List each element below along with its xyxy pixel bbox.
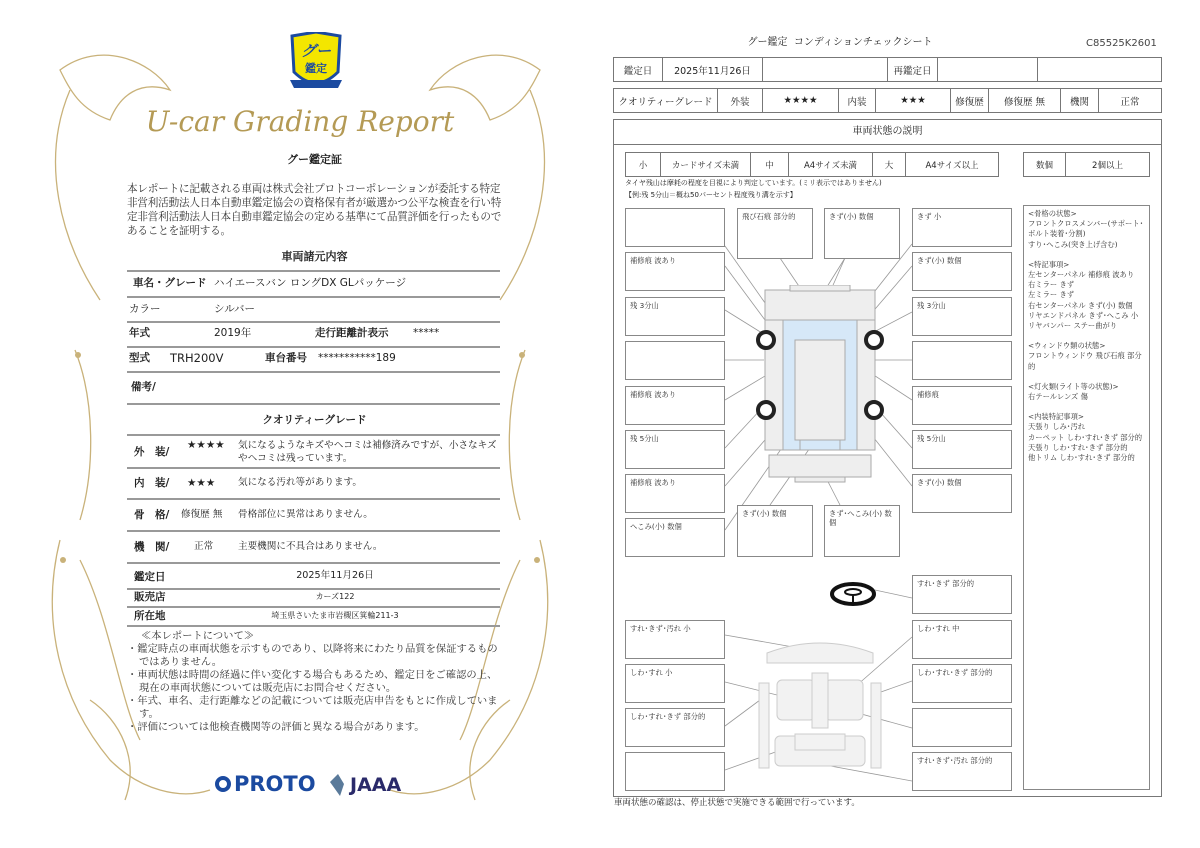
grade-interior-desc: 気になる汚れ等があります。	[238, 477, 362, 488]
note-item: ・年式、車名、走行距離などの記載については販売店申告をもとに作成しています。	[127, 695, 498, 720]
date-label: 鑑定日	[134, 571, 166, 583]
engine-value: 正常	[1120, 96, 1140, 108]
ext-box-right: 残 5分山	[912, 430, 1012, 469]
exterior-value: ★★★★	[763, 89, 839, 112]
report-title: U-car Grading Report	[145, 105, 455, 138]
footer-note: 車両状態の確認は、停止状態で実施できる範囲で行っています。	[614, 798, 860, 808]
color-value: シルバー	[214, 303, 256, 315]
address-value: 埼玉県さいたま市岩槻区箕輪211-3	[271, 611, 399, 620]
chassis-label: 車台番号	[265, 352, 307, 364]
date-value: 2025年11月26日	[296, 570, 374, 581]
shield-logo-icon	[288, 32, 344, 96]
section-title: 車両状態の説明	[613, 119, 1162, 145]
ext-box-left	[625, 208, 725, 247]
repair-value: 修復歴 無	[989, 89, 1061, 112]
notes-title: ≪本レポートについて≫	[141, 630, 255, 642]
grade-interior-value: ★★★	[187, 477, 216, 489]
int-box-right	[912, 708, 1012, 747]
ext-box-left: 補修痕 波あり	[625, 252, 725, 291]
ext-box-right: きず 小	[912, 208, 1012, 247]
date-value: 2025年11月26日	[663, 58, 763, 81]
ext-box-left	[625, 341, 725, 380]
int-box-right: しわ･すれ 中	[912, 620, 1012, 659]
grade-engine-value: 正常	[194, 541, 214, 552]
ext-box-top: 飛び石痕 部分的	[737, 208, 813, 259]
jaaa-mark-icon	[328, 772, 346, 798]
shop-label: 販売店	[134, 591, 166, 603]
sheet-code: C85525K2601	[1086, 38, 1157, 49]
odometer-value: *****	[413, 327, 440, 339]
goo-kantei-logo	[288, 32, 344, 96]
report-notes	[127, 630, 499, 734]
grade-exterior-value: ★★★★	[187, 439, 225, 451]
steering-wheel-icon	[828, 580, 878, 608]
ext-box-left: 補修痕 波あり	[625, 386, 725, 425]
car-name: ハイエースバン ロングDX GLパッケージ	[214, 277, 407, 289]
ext-box-right: きず(小) 数個	[912, 252, 1012, 291]
grade-title: クオリティーグレード	[262, 414, 367, 426]
int-box-left	[625, 752, 725, 791]
grade-exterior-label: 外 装/	[134, 446, 170, 458]
remarks-label: 備考/	[131, 381, 156, 393]
ext-box-bottom: きず(小) 数個	[737, 505, 813, 557]
name-label: 車名・グレード	[133, 277, 207, 289]
count-legend: 数個 2個以上	[1023, 152, 1150, 177]
proto-mark-icon	[215, 776, 231, 792]
grade-frame-value: 修復歴 無	[181, 509, 223, 520]
interior-label: 内装	[839, 89, 876, 112]
int-box-left: しわ･すれ 小	[625, 664, 725, 703]
chassis-value: ***********189	[318, 352, 396, 364]
svg-text:グー: グー	[300, 42, 332, 60]
grade-frame-label: 骨 格/	[134, 509, 170, 521]
address-label: 所在地	[134, 610, 166, 622]
note-item: ・評価については他検査機関等の評価と異なる場合があります。	[127, 721, 425, 733]
date-table	[613, 57, 1162, 82]
spec-title: 車両諸元内容	[281, 250, 348, 263]
car-interior-icon	[755, 638, 885, 776]
cert-text: 本レポートに記載される車両は株式会社プロトコーポレーションが委託する特定非営利活動法人日本自動車鑑定協会の資格保有者が厳選かつ公平な検査を行い特定非営利活動法人日本自動車鑑定協会の定める基準にて品質評価を行ったものであることを証明する。	[127, 183, 502, 237]
car-top-view-icon	[755, 285, 885, 485]
size-legend: 小 カードサイズ未満 中 A4サイズ未満 大 A4サイズ以上	[625, 152, 999, 177]
ext-box-bottom: きず･へこみ(小) 数個	[824, 505, 900, 557]
grade-frame-desc: 骨格部位に異常はありません。	[238, 509, 373, 520]
grade-interior-label: 内 装/	[134, 477, 170, 489]
note-item: ・鑑定時点の車両状態を示すものであり、以降将来にわたり品質を保証するものではありません。	[127, 643, 498, 668]
tire-example: 【例:残 5分山＝概ね50パーセント程度残り溝を示す】	[625, 191, 797, 199]
ext-box-right: 補修痕	[912, 386, 1012, 425]
exterior-label: 外装	[718, 89, 763, 112]
ext-box-right: 残 3分山	[912, 297, 1012, 336]
proto-logo: PROTO	[215, 772, 316, 796]
repair-label: 修復歴	[951, 89, 989, 112]
model-value: TRH200V	[170, 351, 224, 365]
engine-label: 機関	[1061, 89, 1099, 112]
int-box-left: しわ･すれ･きず 部分的	[625, 708, 725, 747]
grade-table	[613, 88, 1162, 113]
svg-text:鑑定: 鑑定	[305, 62, 327, 75]
recheck-label: 再鑑定日	[888, 58, 938, 81]
grade-exterior-desc: 気になるようなキズやヘコミは補修済みですが、小さなキズやヘコミは残っています。	[238, 440, 497, 464]
odometer-label: 走行距離計表示	[315, 327, 389, 339]
grade-engine-desc: 主要機関に不具合はありません。	[238, 541, 383, 552]
date-label: 鑑定日	[614, 58, 663, 81]
int-box-right: しわ･すれ･きず 部分的	[912, 664, 1012, 703]
int-box-right: すれ･きず 部分的	[912, 575, 1012, 614]
grade-engine-label: 機 関/	[134, 541, 170, 553]
sheet-title: グー鑑定 コンディションチェックシート	[747, 37, 933, 48]
int-box-left: すれ･きず･汚れ 小	[625, 620, 725, 659]
note-item: ・車両状態は時間の経過に伴い変化する場合もあるため、鑑定日をご確認の上、現在の車両状態については販売店にお問合せください。	[127, 669, 498, 694]
ext-box-left: 残 3分山	[625, 297, 725, 336]
condition-notes: <骨格の状態> フロントクロスメンバー(サポート･ボルト装着･分割) すり･へこみ(突き上げ含む) <特記事項> 左センターパネル 補修痕 波あり 右ミラー きず 左ミラー きず 右センターパネル きず(小) 数個 リヤエンドパネル きず･へこみ 小 リヤバンパー ステー曲がり <ウィンドウ類の状態> フロントウィンドウ 飛び石痕 部分的 <灯火類(ライト等の状態)> 右テールレンズ 傷 <内装特記事項> 天張り しみ･汚れ カーペット しわ･すれ･きず 部分的 天張り しわ･すれ･きず 部分的 他トリム しわ･すれ･きず 部分的	[1023, 205, 1150, 790]
ext-box-left: 補修痕 波あり	[625, 474, 725, 513]
grade-label: クオリティーグレード	[614, 89, 718, 112]
ext-box-left: へこみ(小) 数個	[625, 518, 725, 557]
ext-box-top: きず(小) 数個	[824, 208, 900, 259]
shop-value: カーズ122	[315, 592, 355, 601]
ext-box-right: きず(小) 数個	[912, 474, 1012, 513]
year-value: 2019年	[214, 327, 252, 339]
ext-box-left: 残 5分山	[625, 430, 725, 469]
ext-box-right	[912, 341, 1012, 380]
tire-note: タイヤ残山は摩耗の程度を目視により判定しています。(ミリ表示ではありません)	[625, 179, 882, 187]
cert-title: グー鑑定証	[287, 153, 342, 166]
jaaa-logo: JAAA	[328, 772, 401, 798]
year-label: 年式	[129, 327, 150, 339]
interior-value: ★★★	[876, 89, 951, 112]
color-label: カラー	[129, 303, 161, 315]
model-label: 型式	[129, 352, 150, 364]
int-box-right: すれ･きず･汚れ 部分的	[912, 752, 1012, 791]
